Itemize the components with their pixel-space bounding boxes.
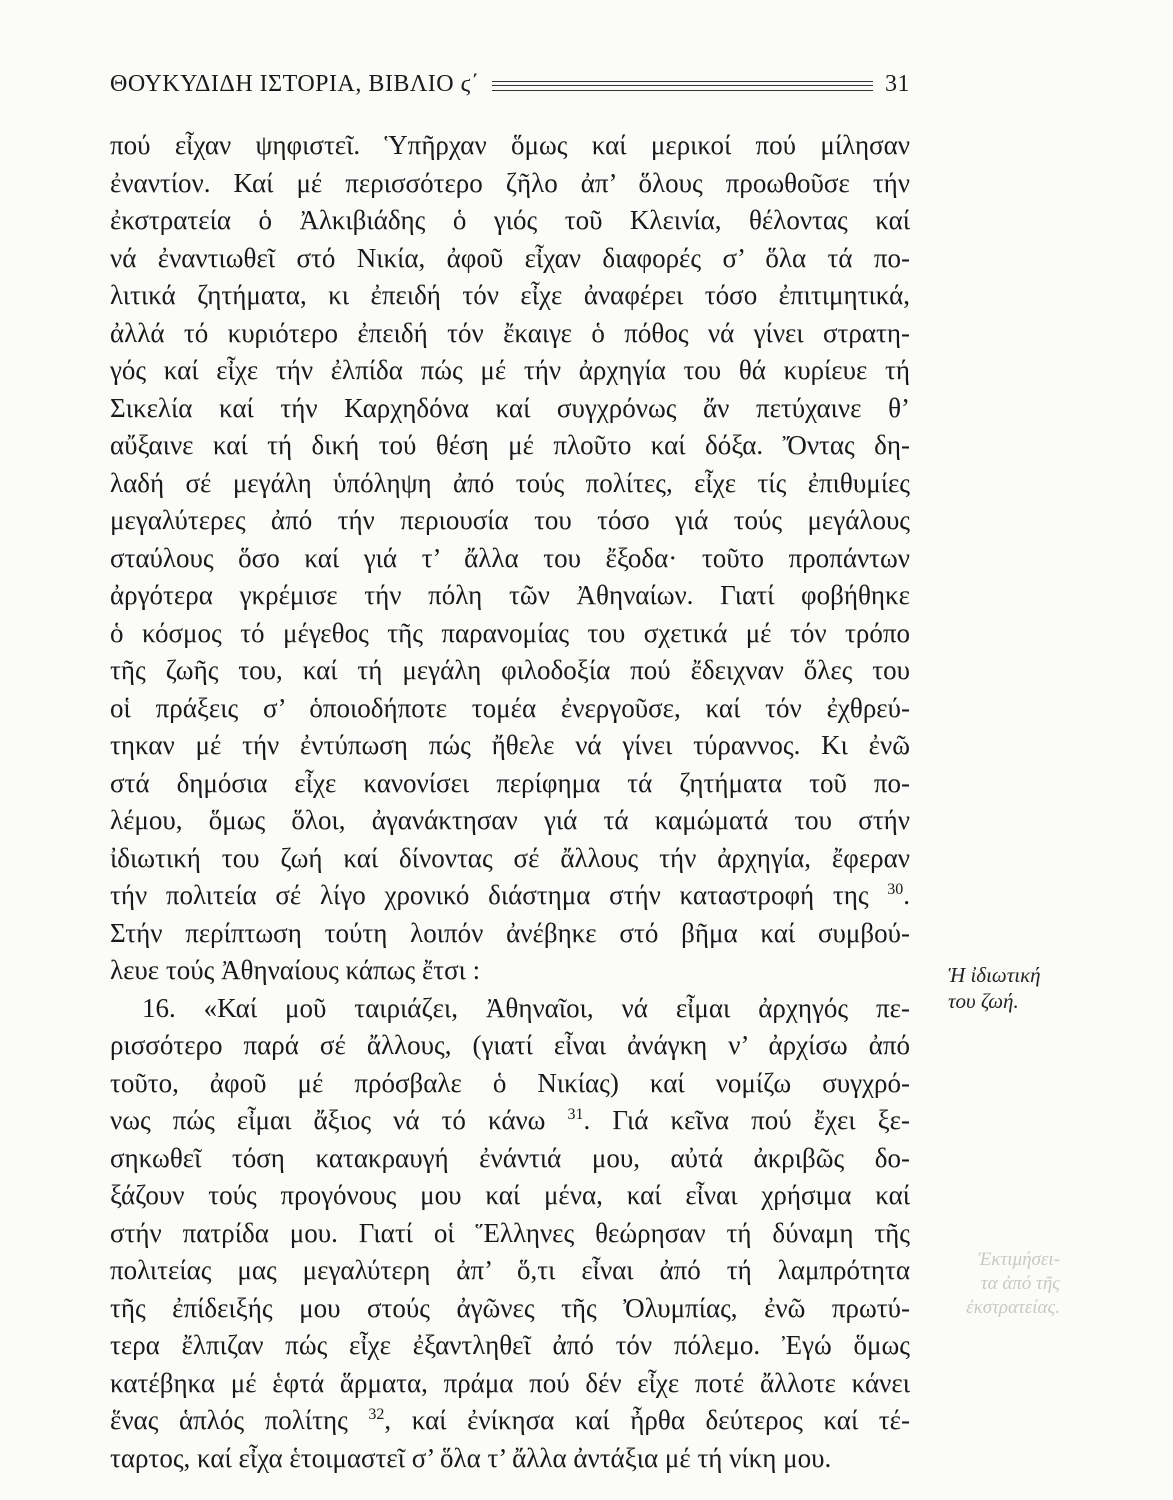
show-through-line: Ἐκτιμήσει- [977, 1249, 1060, 1270]
text-line [110, 952, 910, 990]
running-head-title: ΘΟΥΚΥΔΙΔΗ ΙΣΤΟΡΙΑ, ΒΙΒΛΙΟ ϛ΄ [110, 70, 480, 97]
text-line-content: νά ἐναντιωθεῖ στό Νικία, ἀφοῦ εἶχαν διαφορές σ’ ὅλα τά πο- [110, 242, 910, 273]
text-line-content: ἐκστρατεία ὁ Ἀλκιβιάδης ὁ γιός τοῦ Κλεινία, θέλοντας καί [110, 205, 910, 235]
text-line [110, 1290, 910, 1328]
text-line-content: τερα ἔλπιζαν πώς εἶχε ἐξαντληθεῖ ἀπό τόν πόλεμο. Ἐγώ ὅμως [110, 1330, 910, 1360]
running-head [110, 68, 910, 100]
text-line [110, 352, 910, 390]
text-line-content: λευε τούς Ἀθηναίους κάπως ἔτσι : [110, 955, 481, 985]
text-line-content: λαδή σέ μεγάλη ὑπόληψη ἀπό τούς πολίτες, εἶχε τίς ἐπιθυμίες [110, 467, 910, 498]
text-line [110, 652, 910, 690]
text-line [110, 1140, 910, 1178]
text-line-content: λέμου, ὅμως ὅλοι, ἀγανάκτησαν γιά τά καμώματά του στήν [110, 805, 910, 835]
text-line [110, 465, 910, 503]
text-line-content: λιτικά ζητήματα, κι ἐπειδή τόν εἶχε ἀναφέρει τόσο ἐπιτιμητικά, [110, 280, 910, 310]
text-line [110, 1215, 910, 1253]
text-line-tail: . [903, 880, 910, 910]
text-line [110, 315, 910, 353]
text-line-content: 16. «Καί μοῦ ταιριάζει, Ἀθηναῖοι, νά εἶμαι ἀρχηγός πε- [142, 992, 910, 1023]
text-line-content: μεγαλύτερες ἀπό τήν περιουσία του τόσο γιά τούς μεγάλους [110, 505, 910, 535]
text-line-content: οἱ πράξεις σ’ ὁποιοδήποτε τομέα ἐνεργοῦσε, καί τόν ἐχθρεύ- [110, 692, 910, 723]
text-line [110, 690, 910, 728]
text-line [110, 240, 910, 278]
text-line [110, 840, 910, 878]
header-rule [492, 81, 873, 91]
margin-note-line: Ἡ ἰδιωτική [948, 963, 1041, 987]
text-line-content: Σικελία καί τήν Καρχηδόνα καί συγχρόνως ἄν πετύχαινε θ’ [110, 392, 910, 423]
text-line-content: τοῦτο, ἀφοῦ μέ πρόσβαλε ὁ Νικίας) καί νομίζω συγχρό- [110, 1067, 910, 1098]
text-line-content: κατέβηκα μέ ἑφτά ἅρματα, πράμα πού δέν εἶχε ποτέ ἄλλοτε κάνει [110, 1367, 910, 1398]
show-through-line: ἐκστρατείας. [966, 1297, 1060, 1318]
show-through-margin-note [950, 1248, 1060, 1320]
text-line [110, 802, 910, 840]
text-line-content: σηκωθεῖ τόση κατακραυγή ἐνάντιά μου, αὐτά ἀκριβῶς δο- [110, 1142, 910, 1173]
text-line [110, 427, 910, 465]
text-line [110, 1065, 910, 1103]
text-line-content: γός καί εἶχε τήν ἐλπίδα πώς μέ τήν ἀρχηγία του θά κυρίευε τή [110, 355, 910, 385]
text-line-tail: . Γιά κεῖνα πού ἔχει ξε- [583, 1105, 911, 1135]
text-line [110, 1327, 910, 1365]
text-line [110, 727, 910, 765]
text-line [110, 877, 910, 915]
text-line [110, 1252, 910, 1290]
text-line-content: στήν πατρίδα μου. Γιατί οἱ Ἕλληνες θεώρησαν τή δύναμη τῆς [110, 1217, 910, 1248]
footnote-marker: 31 [567, 1106, 584, 1123]
text-line-content: ἰδιωτική του ζωή καί δίνοντας σέ ἄλλους τήν ἀρχηγία, ἔφεραν [110, 842, 910, 873]
text-line [110, 1177, 910, 1215]
text-line-content: στά δημόσια εἶχε κανονίσει περίφημα τά ζητήματα τοῦ πο- [110, 767, 910, 798]
text-line-content: ταρτος, καί εἶχα ἑτοιμαστεῖ σ’ ὅλα τ’ ἄλλα ἀντάξια μέ τή νίκη μου. [110, 1442, 832, 1473]
text-line [110, 765, 910, 803]
text-line [110, 202, 910, 240]
text-line [110, 615, 910, 653]
text-line-content: Στήν περίπτωση τούτη λοιπόν ἀνέβηκε στό βῆμα καί συμβού- [110, 917, 910, 948]
text-line [110, 502, 910, 540]
footnote-marker: 30 [887, 881, 904, 898]
text-line-content: τηκαν μέ τήν ἐντύπωση πώς ἤθελε νά γίνει τύραννος. Κι ἐνῶ [110, 730, 910, 760]
text-line [110, 1365, 910, 1403]
text-line-content: ξάζουν τούς προγόνους μου καί μένα, καί εἶναι χρήσιμα καί [110, 1180, 910, 1210]
show-through-line: τα ἀπό τῆς [980, 1273, 1060, 1294]
text-line-content: αὔξαινε καί τή δική τού θέση μέ πλοῦτο καί δόξα. Ὄντας δη- [110, 430, 910, 460]
text-line-content: ὁ κόσμος τό μέγεθος τῆς παρανομίας του σχετικά μέ τόν τρόπο [110, 617, 910, 648]
text-line-content: πολιτείας μας μεγαλύτερη ἀπ’ ὅ,τι εἶναι ἀπό τή λαμπρότητα [110, 1255, 910, 1285]
text-line [110, 1102, 910, 1140]
text-line-content: τῆς ζωῆς του, καί τή μεγάλη φιλοδοξία πού ἔδειχναν ὅλες του [110, 655, 910, 685]
text-line-content: νως πώς εἶμαι ἄξιος νά τό κάνω [110, 1105, 546, 1135]
text-line [110, 1402, 910, 1440]
text-line-content: τήν πολιτεία σέ λίγο χρονικό διάστημα στήν καταστροφή της [110, 880, 869, 910]
page-number: 31 [885, 70, 910, 97]
text-line [110, 277, 910, 315]
text-line-content: ἀργότερα γκρέμισε τήν πόλη τῶν Ἀθηναίων. Γιατί φοβήθηκε [110, 580, 910, 610]
footnote-marker: 32 [368, 1406, 385, 1423]
margin-note-line: του ζωή. [948, 989, 1019, 1013]
text-line-content: τῆς ἐπίδειξής μου στούς ἀγῶνες τῆς Ὀλυμπίας, ἐνῶ πρωτύ- [110, 1292, 910, 1323]
text-line [110, 577, 910, 615]
text-line [110, 540, 910, 578]
text-line [110, 165, 910, 203]
text-line [110, 1440, 910, 1478]
text-line [110, 390, 910, 428]
margin-note [948, 962, 1068, 1014]
text-line-content: ἀλλά τό κυριότερο ἐπειδή τόν ἔκαιγε ὁ πόθος νά γίνει στρατη- [110, 317, 910, 348]
text-line [110, 990, 910, 1028]
text-line-tail: , καί ἐνίκησα καί ἦρθα δεύτερος καί τέ- [384, 1405, 910, 1435]
text-line [110, 127, 910, 165]
text-line-content: πού εἶχαν ψηφιστεῖ. Ὑπῆρχαν ὅμως καί μερικοί πού μίλησαν [110, 130, 910, 160]
text-line [110, 915, 910, 953]
body-text [110, 127, 910, 1477]
text-line-content: ἐναντίον. Καί μέ περισσότερο ζῆλο ἀπ’ ὅλους προωθοῦσε τήν [110, 167, 910, 198]
text-line-content: ἕνας ἁπλός πολίτης [110, 1405, 348, 1435]
text-line-content: ρισσότερο παρά σέ ἄλλους, (γιατί εἶναι ἀνάγκη ν’ ἀρχίσω ἀπό [110, 1030, 910, 1060]
text-line [110, 1027, 910, 1065]
text-line-content: σταύλους ὅσο καί γιά τ’ ἄλλα του ἔξοδα· τοῦτο προπάντων [110, 542, 910, 573]
